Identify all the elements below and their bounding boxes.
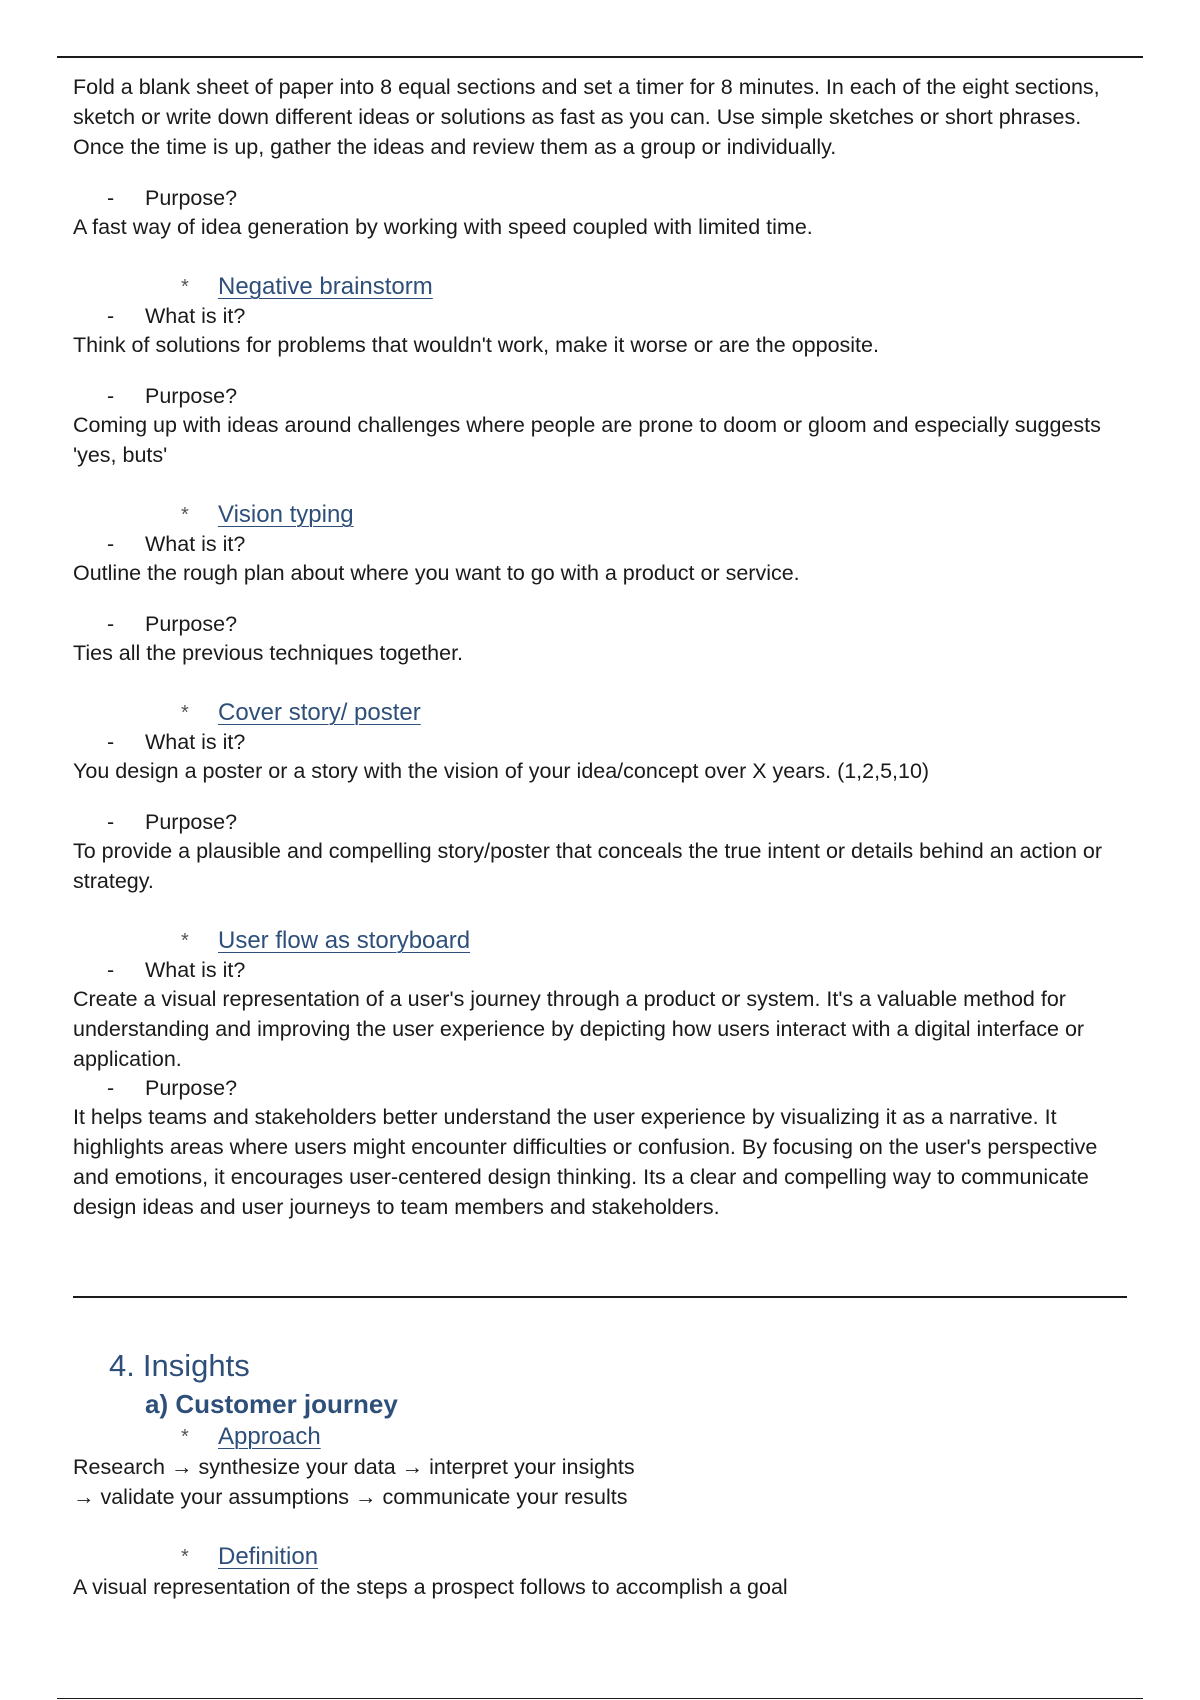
intro-purpose-item (73, 184, 1133, 212)
what-is-it-text: You design a poster or a story with the vision of your idea/concept over X years. (1,2,5,10) (73, 759, 930, 783)
technique-heading-cover-story (73, 698, 1133, 728)
definition-title: Definition (218, 1543, 319, 1570)
bottom-rule (57, 1698, 1143, 1699)
what-is-it-item (73, 728, 1133, 756)
intro-purpose-text: A fast way of idea generation by working with speed coupled with limited time. (73, 215, 813, 239)
dash-marker: - (107, 304, 115, 328)
purpose-text: It helps teams and stakeholders better understand the user experience by visualizing it as a narrative. It highlights areas where users might encounter difficulties or confusion. By focusing on the user's perspective and emotions, it encourages user-centered design thinking. Its a clear and compelling way to communicate design ideas and user journeys to team members and stakeholders. (73, 1105, 1098, 1219)
approach-title: Approach (218, 1423, 321, 1450)
dash-marker: - (107, 810, 115, 834)
bullet-star-icon: * (181, 930, 189, 952)
dash-marker: - (107, 532, 115, 556)
dash-marker: - (107, 1076, 115, 1100)
dash-marker: - (107, 612, 115, 636)
purpose-label: Purpose? (145, 810, 238, 834)
technique-heading-vision-typing (73, 500, 1133, 530)
section-number: 4. (109, 1348, 135, 1383)
technique-heading-negative-brainstorm (73, 272, 1133, 302)
purpose-label: Purpose? (145, 612, 238, 636)
what-is-it-text: Think of solutions for problems that wouldn't work, make it worse or are the opposite. (73, 333, 879, 357)
purpose-text: Ties all the previous techniques together. (73, 641, 464, 665)
purpose-item (73, 382, 1133, 410)
purpose-text: Coming up with ideas around challenges where people are prone to doom or gloom and especially suggests 'yes, buts' (73, 413, 1101, 467)
what-is-it-label: What is it? (145, 958, 246, 982)
what-is-it-text: Outline the rough plan about where you want to go with a product or service. (73, 561, 800, 585)
what-is-it-label: What is it? (145, 304, 246, 328)
what-is-it-item (73, 302, 1133, 330)
what-is-it-text: Create a visual representation of a user's journey through a product or system. It's a valuable method for understanding and improving the user experience by depicting how users interact with a digital interface or application. (73, 987, 1085, 1071)
dash-marker: - (107, 730, 115, 754)
purpose-item (73, 1074, 1133, 1102)
bullet-star-icon: * (181, 702, 189, 724)
what-is-it-label: What is it? (145, 730, 246, 754)
definition-heading (73, 1542, 1133, 1572)
purpose-item (73, 808, 1133, 836)
bullet-star-icon: * (181, 276, 189, 298)
insights-section (73, 1346, 1133, 1602)
section-title: Insights (142, 1348, 250, 1383)
purpose-label: Purpose? (145, 384, 238, 408)
purpose-item (73, 610, 1133, 638)
page-content (73, 72, 1133, 1222)
technique-title: Vision typing (218, 501, 354, 528)
what-is-it-item (73, 530, 1133, 558)
purpose-text: To provide a plausible and compelling story/poster that conceals the true intent or details behind an action or strategy. (73, 839, 1103, 893)
intro-paragraph: Fold a blank sheet of paper into 8 equal sections and set a timer for 8 minutes. In each of the eight sections, sketch or write down different ideas or solutions as fast as you can. Use simple sketches or short phrases. Once the time is up, gather the ideas and review them as a group or individually. (73, 75, 1100, 159)
technique-title: Cover story/ poster (218, 699, 421, 726)
purpose-label: Purpose? (145, 1076, 238, 1100)
what-is-it-item (73, 956, 1133, 984)
sub-heading: a) Customer journey (145, 1389, 398, 1419)
intro-purpose-label: Purpose? (145, 186, 238, 210)
definition-text: A visual representation of the steps a prospect follows to accomplish a goal (73, 1575, 788, 1599)
top-rule (57, 56, 1143, 58)
dash-marker: - (107, 958, 115, 982)
bullet-star-icon: * (181, 1546, 189, 1568)
section-heading (73, 1346, 1133, 1386)
technique-heading-user-flow (73, 926, 1133, 956)
bullet-star-icon: * (181, 504, 189, 526)
dash-marker: - (107, 384, 115, 408)
technique-title: User flow as storyboard (218, 927, 471, 954)
dash-marker: - (107, 186, 115, 210)
technique-title: Negative brainstorm (218, 273, 433, 300)
section-divider (73, 1296, 1127, 1298)
what-is-it-label: What is it? (145, 532, 246, 556)
bullet-star-icon: * (181, 1426, 189, 1448)
approach-line-2: → validate your assumptions → communicate your results (73, 1485, 628, 1509)
approach-line-1: Research → synthesize your data → interpret your insights (73, 1455, 635, 1479)
approach-heading (73, 1422, 1133, 1452)
